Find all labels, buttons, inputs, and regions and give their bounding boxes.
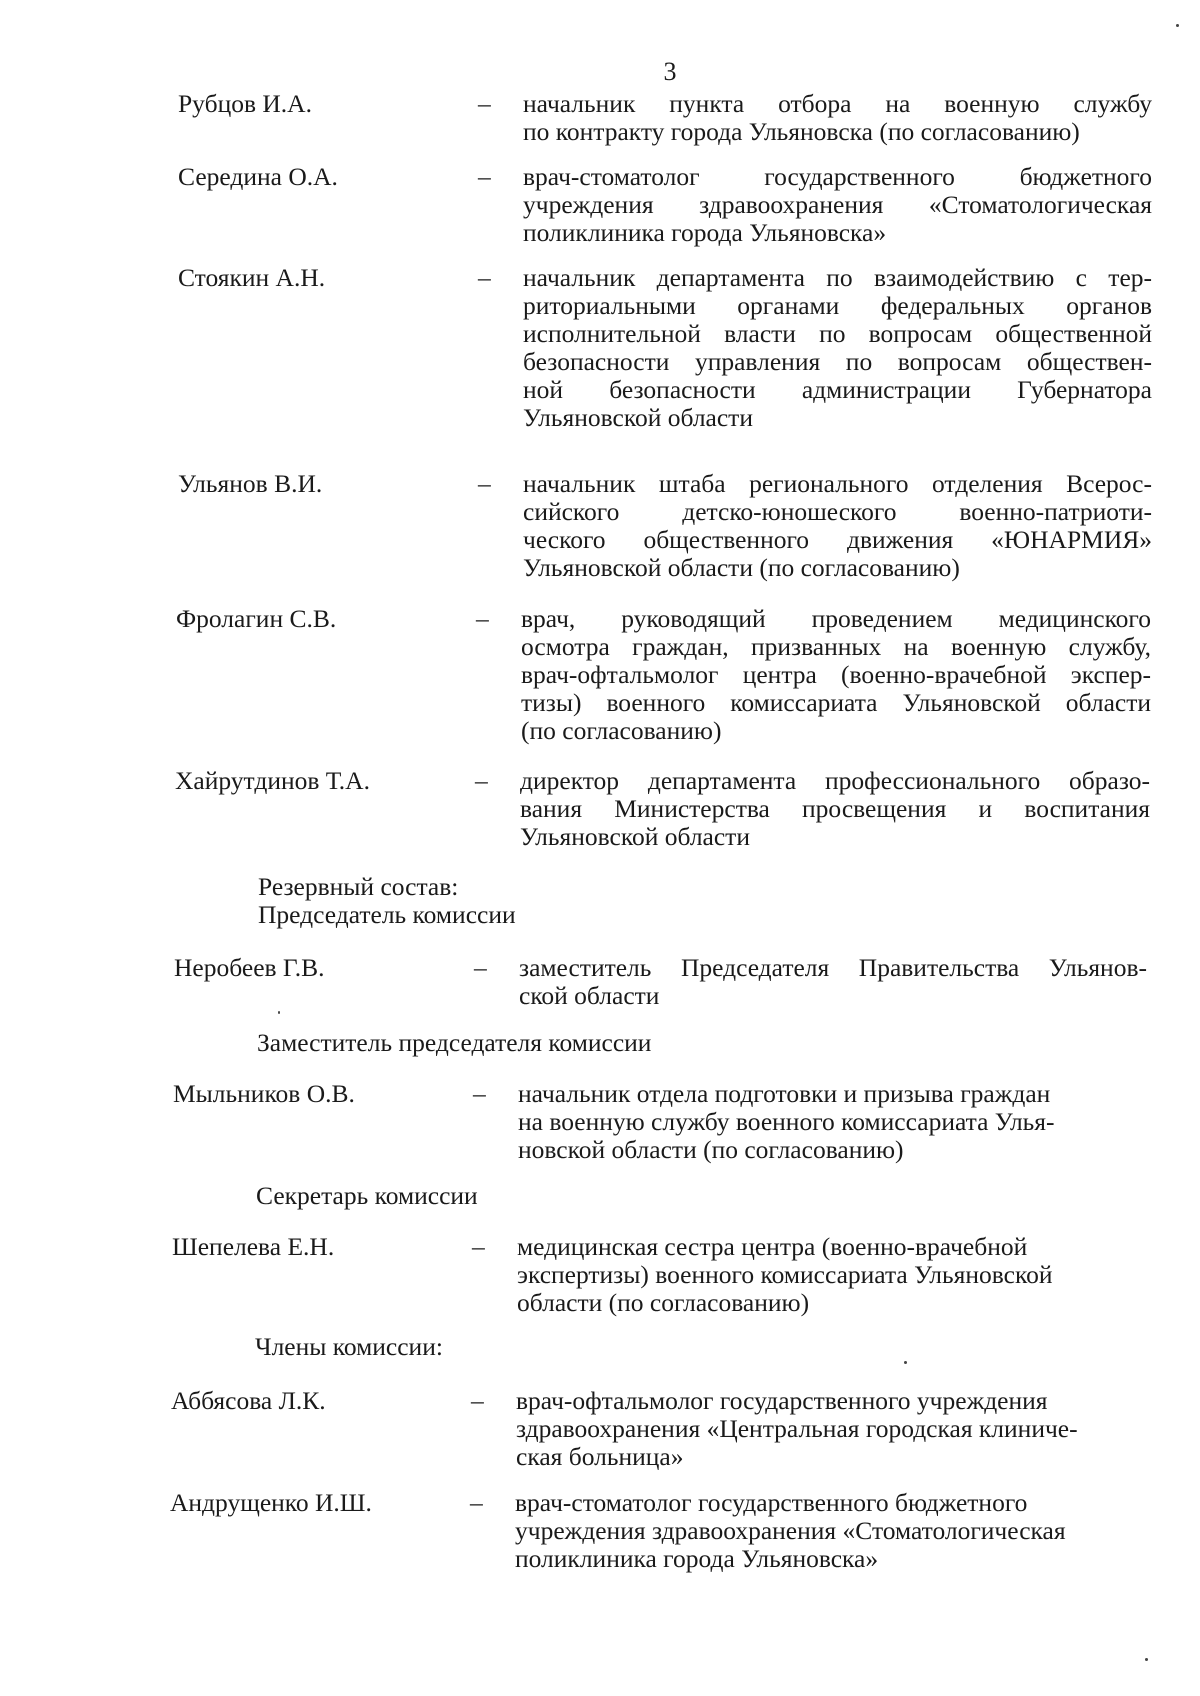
scan-speck <box>1176 24 1179 27</box>
member-description <box>515 1489 1135 1573</box>
chair-label: Председатель комиссии <box>258 900 516 929</box>
member-description <box>523 470 1152 582</box>
description-line: осмотра граждан, призванных на военную службу, <box>521 632 1151 661</box>
member-name: Аббясова Л.К. <box>171 1386 326 1415</box>
description-line: ская больница» <box>516 1442 684 1471</box>
description-line: врач-офтальмолог государственного учреждения <box>516 1386 1048 1415</box>
member-description <box>518 1080 1118 1164</box>
member-description <box>516 1387 1116 1471</box>
description-line: медицинская сестра центра (военно-врачебной <box>517 1232 1028 1261</box>
description-line: поликлиника города Ульяновска» <box>523 218 887 247</box>
deputy-label: Заместитель председателя комиссии <box>257 1028 652 1057</box>
description-line: начальник департамента по взаимодействию с тер- <box>523 263 1152 292</box>
description-line: ческого общественного движения «ЮНАРМИЯ» <box>523 525 1152 554</box>
reserve-heading: Резервный состав: <box>258 872 459 901</box>
description-line: Ульяновской области (по согласованию) <box>523 553 960 582</box>
description-line: (по согласованию) <box>521 716 722 745</box>
description-line: врач-офтальмолог центра (военно-врачебной экспер- <box>521 660 1151 689</box>
description-line: экспертизы) военного комиссариата Ульяновской <box>517 1260 1053 1289</box>
description-line: директор департамента профессионального образо- <box>520 766 1150 795</box>
member-dash: – <box>470 1488 483 1517</box>
member-entry-frolagin <box>0 604 1200 745</box>
member-name: Фролагин С.В. <box>176 604 337 633</box>
description-line: ской области <box>519 981 660 1010</box>
member-name: Неробеев Г.В. <box>174 953 325 982</box>
member-description <box>520 767 1150 851</box>
description-line: вания Министерства просвещения и воспитания <box>520 794 1150 823</box>
member-description <box>523 163 1152 247</box>
reserve-member-andrushchenko <box>0 1488 1200 1573</box>
member-dash: – <box>478 162 491 191</box>
member-name: Стоякин А.Н. <box>178 263 326 292</box>
description-line: на военную службу военного комиссариата Улья- <box>518 1107 1055 1136</box>
member-description <box>519 954 1147 1010</box>
scan-speck <box>904 1361 907 1364</box>
reserve-chair-entry <box>0 953 1200 1010</box>
description-line: Ульяновской области <box>523 403 753 432</box>
description-line: начальник отдела подготовки и призыва граждан <box>518 1079 1051 1108</box>
description-line: исполнительной власти по вопросам общественной <box>523 319 1152 348</box>
member-entry-stoyakin <box>0 263 1200 432</box>
description-line: начальник штаба регионального отделения Всерос- <box>523 469 1152 498</box>
description-line: поликлиника города Ульяновска» <box>515 1544 879 1573</box>
member-entry-rubtsov <box>0 89 1200 146</box>
member-name: Шепелева Е.Н. <box>172 1232 335 1261</box>
member-description <box>517 1233 1117 1317</box>
member-name: Середина О.А. <box>178 162 338 191</box>
description-line: по контракту города Ульяновска (по согласованию) <box>523 117 1080 146</box>
member-dash: – <box>471 1386 484 1415</box>
member-dash: – <box>478 469 491 498</box>
description-line: врач-стоматолог государственного бюджетного <box>515 1488 1028 1517</box>
member-name: Хайрутдинов Т.А. <box>175 766 370 795</box>
member-entry-seredina <box>0 162 1200 247</box>
description-line: ной безопасности администрации Губернатора <box>523 375 1152 404</box>
member-name: Ульянов В.И. <box>178 469 323 498</box>
member-name: Андрущенко И.Ш. <box>170 1488 372 1517</box>
description-line: области (по согласованию) <box>517 1288 810 1317</box>
member-dash: – <box>478 89 491 118</box>
description-line: заместитель Председателя Правительства Ульянов- <box>519 953 1147 982</box>
description-line: врач-стоматолог государственного бюджетного <box>523 162 1152 191</box>
description-line: здравоохранения «Центральная городская клиниче- <box>516 1414 1078 1443</box>
description-line: учреждения здравоохранения «Стоматологическая <box>515 1516 1066 1545</box>
member-dash: – <box>474 953 487 982</box>
member-dash: – <box>476 604 489 633</box>
page-number: 3 <box>663 57 677 86</box>
description-line: новской области (по согласованию) <box>518 1135 904 1164</box>
description-line: сийского детско-юношеского военно-патриоти- <box>523 497 1152 526</box>
reserve-member-abbyasova <box>0 1386 1200 1471</box>
description-line: учреждения здравоохранения «Стоматологическая <box>523 190 1152 219</box>
description-line: тизы) военного комиссариата Ульяновской области <box>521 688 1151 717</box>
member-entry-ulyanov <box>0 469 1200 582</box>
reserve-deputy-entry <box>0 1079 1200 1164</box>
scan-speck <box>1145 1658 1148 1661</box>
member-dash: – <box>478 263 491 292</box>
secretary-label: Секретарь комиссии <box>256 1181 478 1210</box>
reserve-secretary-entry <box>0 1232 1200 1317</box>
member-name: Мыльников О.В. <box>173 1079 355 1108</box>
description-line: Ульяновской области <box>520 822 750 851</box>
description-line: врач, руководящий проведением медицинского <box>521 604 1151 633</box>
member-dash: – <box>473 1079 486 1108</box>
member-dash: – <box>475 766 488 795</box>
member-description <box>523 264 1152 432</box>
members-label: Члены комиссии: <box>255 1332 443 1361</box>
member-description <box>521 605 1151 745</box>
member-dash: – <box>472 1232 485 1261</box>
member-entry-khayrutdinov <box>0 766 1200 851</box>
description-line: риториальными органами федеральных органов <box>523 291 1152 320</box>
description-line: начальник пункта отбора на военную службу <box>523 89 1152 118</box>
member-name: Рубцов И.А. <box>178 89 312 118</box>
member-description <box>523 90 1152 146</box>
scan-speck <box>278 1011 280 1014</box>
description-line: безопасности управления по вопросам обществен- <box>523 347 1152 376</box>
